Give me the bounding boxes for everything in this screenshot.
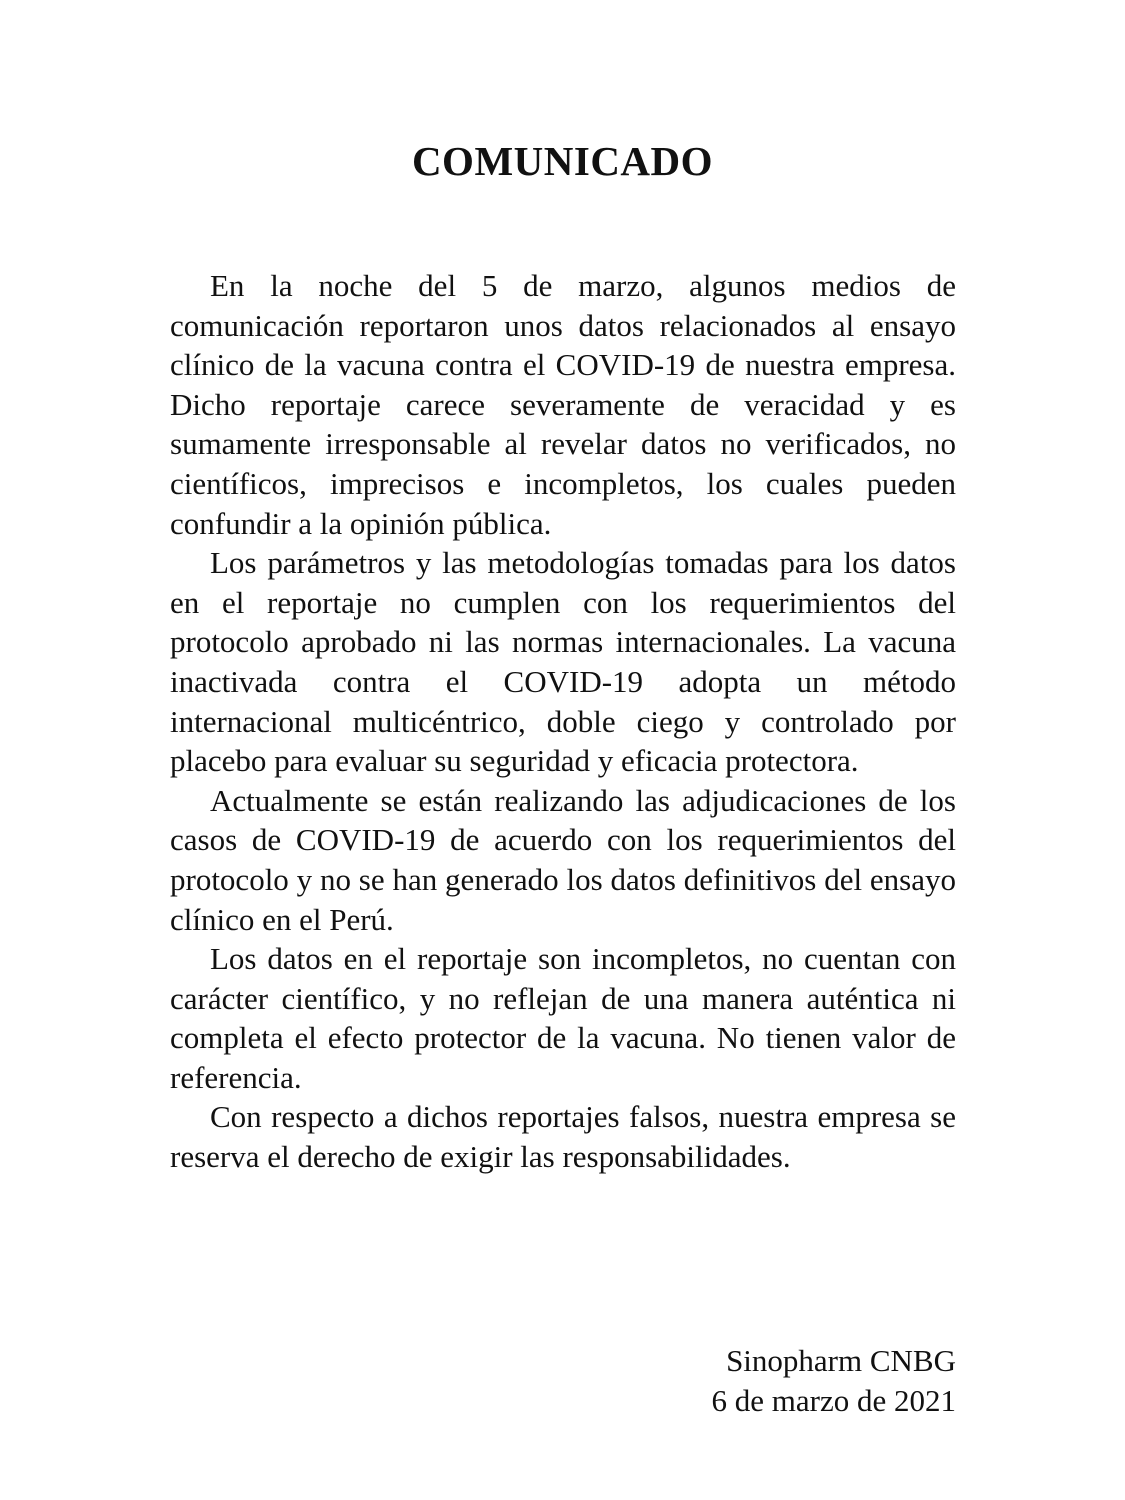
document-body bbox=[170, 266, 956, 1177]
paragraph-1: En la noche del 5 de marzo, algunos medios de comunicación reportaron unos datos relacionados al ensayo clínico de la vacuna contra el COVID-19 de nuestra empresa. Dicho reportaje carece severamente de veracidad y es sumamente irresponsable al revelar datos no verificados, no científicos, imprecisos e incompletos, los cuales pueden confundir a la opinión pública. bbox=[170, 268, 956, 541]
signature-block bbox=[560, 1341, 956, 1420]
paragraph-3: Actualmente se están realizando las adjudicaciones de los casos de COVID-19 de acuerdo con los requerimientos del protocolo y no se han generado los datos definitivos del ensayo clínico en el Perú. bbox=[170, 782, 956, 937]
paragraph-2: Los parámetros y las metodologías tomadas para los datos en el reportaje no cumplen con los requerimientos del protocolo aprobado ni las normas internacionales. La vacuna inactivada contra el COVID-19 adopta un método internacional multicéntrico, doble ciego y controlado por placebo para evaluar su seguridad y eficacia protectora. bbox=[170, 545, 956, 779]
signature-organization: Sinopharm CNBG bbox=[726, 1343, 956, 1378]
paragraph-4: Los datos en el reportaje son incompletos, no cuentan con carácter científico, y no reflejan de una manera auténtica ni completa el efecto protector de la vacuna. No tienen valor de referencia. bbox=[170, 941, 956, 1095]
signature-date: 6 de marzo de 2021 bbox=[711, 1382, 956, 1418]
paragraph-5: Con respecto a dichos reportajes falsos, nuestra empresa se reserva el derecho de exigir las responsabilidades. bbox=[170, 1099, 956, 1175]
document-title: COMUNICADO bbox=[411, 138, 714, 184]
